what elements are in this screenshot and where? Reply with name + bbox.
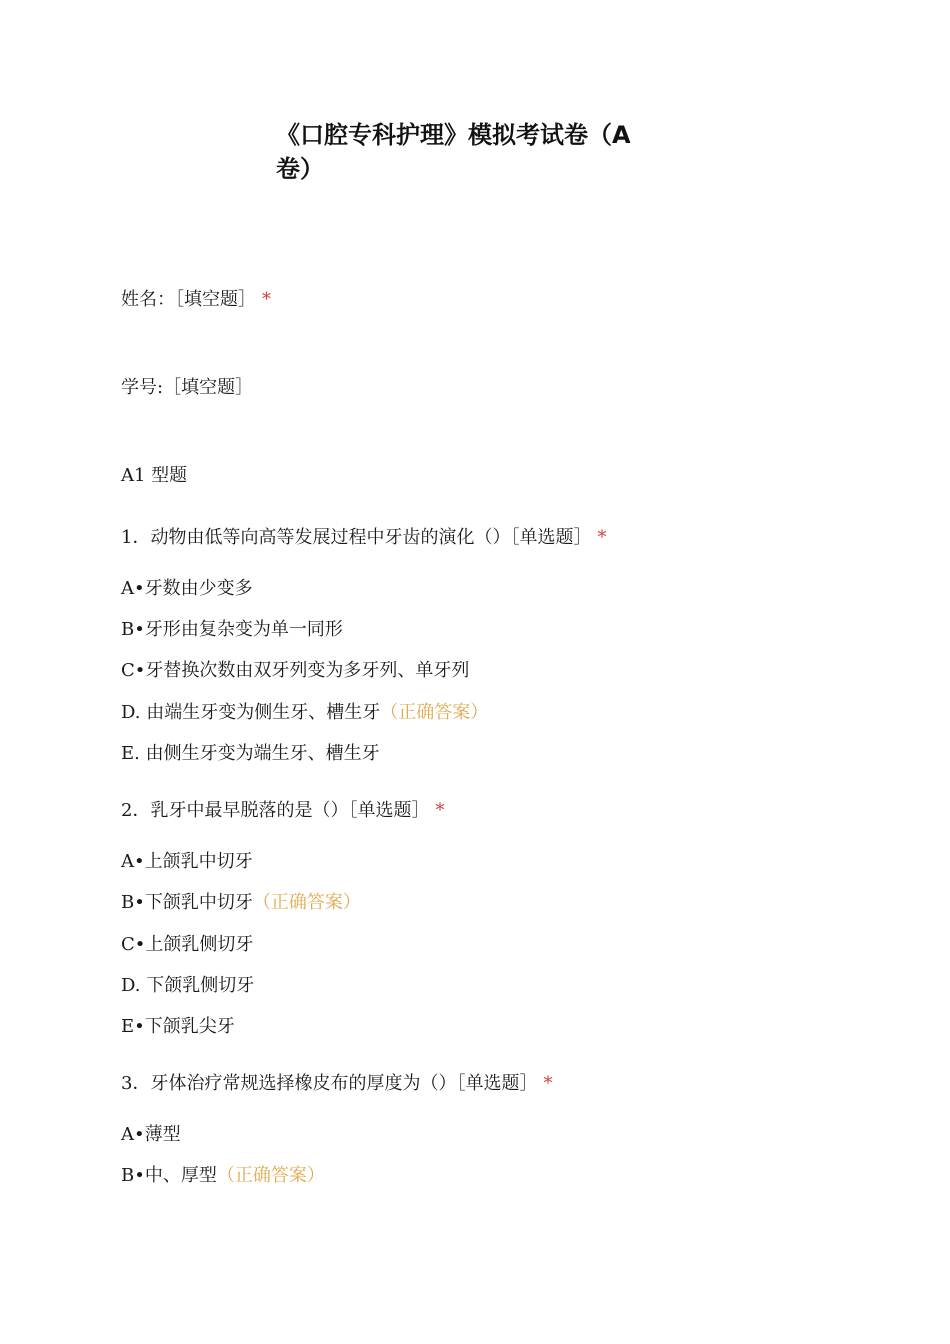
q1-option-a: A•牙数由少变多 bbox=[121, 578, 253, 599]
student-id-field-text: 学号:［填空题］ bbox=[121, 377, 254, 398]
page-title-line-2: 卷） bbox=[276, 155, 324, 183]
required-mark: * bbox=[262, 289, 271, 310]
correct-answer-tag: （正确答案） bbox=[252, 892, 361, 913]
required-mark: * bbox=[435, 800, 445, 821]
q2-option-a: A•上颌乳中切牙 bbox=[121, 851, 253, 872]
required-mark: * bbox=[543, 1073, 553, 1094]
q3-option-a: A•薄型 bbox=[121, 1124, 181, 1145]
q2-option-b bbox=[121, 891, 361, 915]
correct-answer-tag: （正确答案） bbox=[216, 1165, 325, 1186]
question-1 bbox=[121, 526, 606, 550]
page-title-line-1: 《口腔专科护理》模拟考试卷（A bbox=[276, 121, 631, 149]
question-3-text: 3．牙体治疗常规选择橡皮布的厚度为（）［单选题］ bbox=[121, 1073, 538, 1094]
q2-option-c: C•上颌乳侧切牙 bbox=[121, 934, 254, 955]
question-1-text: 1．动物由低等向高等发展过程中牙齿的演化（）［单选题］ bbox=[121, 527, 592, 548]
required-mark: * bbox=[597, 527, 607, 548]
section-heading: A1 型题 bbox=[121, 465, 188, 486]
name-field-label bbox=[121, 288, 271, 312]
q1-option-c: C•牙替换次数由双牙列变为多牙列、单牙列 bbox=[121, 660, 470, 681]
correct-answer-tag: （正确答案） bbox=[380, 702, 489, 723]
q1-option-d bbox=[121, 701, 488, 725]
question-3 bbox=[121, 1072, 552, 1096]
student-id-field-label bbox=[121, 376, 253, 400]
q2-option-e: E•下颌乳尖牙 bbox=[121, 1016, 235, 1037]
name-field-text: 姓名：［填空题］ bbox=[121, 289, 256, 310]
page-title bbox=[276, 118, 696, 186]
q1-option-d-text: D. 由端生牙变为侧生牙、槽生牙 bbox=[121, 702, 381, 723]
q2-option-b-text: B•下颌乳中切牙 bbox=[121, 892, 253, 913]
question-2-text: 2．乳牙中最早脱落的是（）［单选题］ bbox=[121, 800, 430, 821]
q3-option-b bbox=[121, 1164, 325, 1188]
q1-option-b: B•牙形由复杂变为单一同形 bbox=[121, 619, 343, 640]
q2-option-d: D. 下颌乳侧切牙 bbox=[121, 975, 255, 996]
q3-option-b-text: B•中、厚型 bbox=[121, 1165, 217, 1186]
q1-option-e: E. 由侧生牙变为端生牙、槽生牙 bbox=[121, 743, 380, 764]
question-2 bbox=[121, 799, 444, 823]
